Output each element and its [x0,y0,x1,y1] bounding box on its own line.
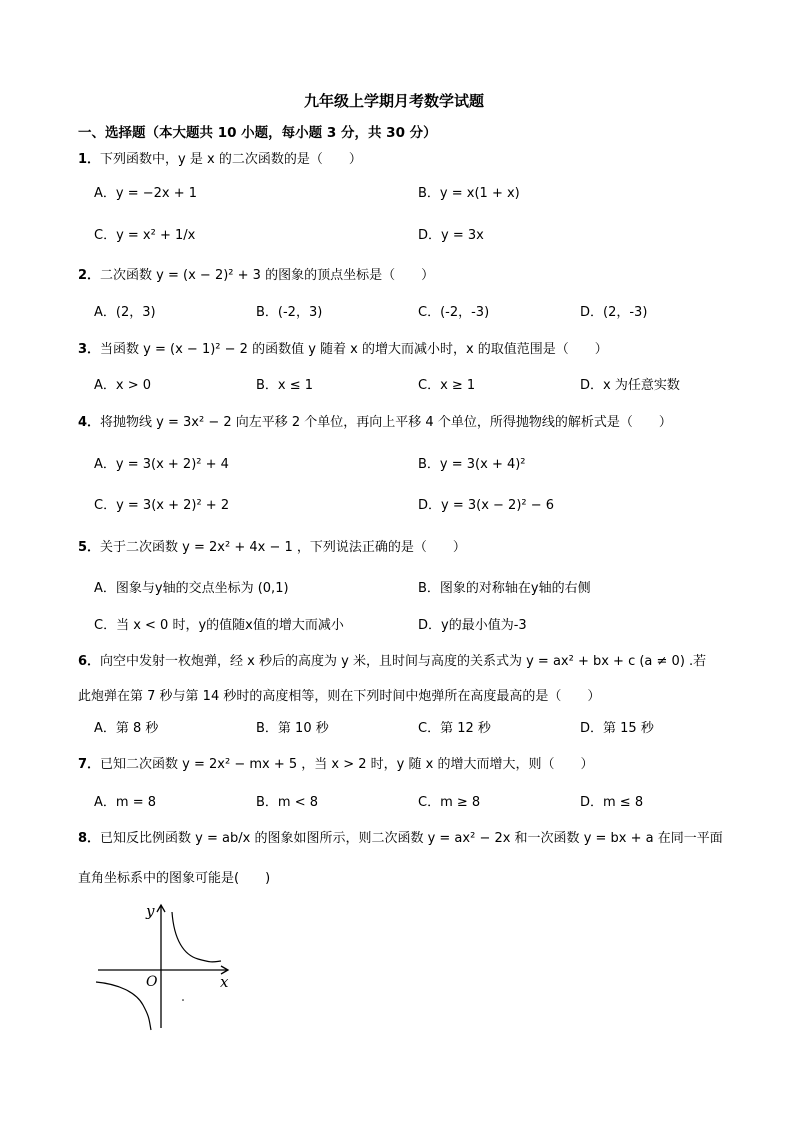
question-4 [78,411,672,430]
option-b[interactable]: B．(-2，3) [256,305,323,320]
page-title: 九年级上学期月考数学试题 [304,92,485,110]
x-axis-label: x [220,973,229,991]
option-c[interactable]: C．第 12 秒 [418,721,491,736]
question-stem: 将抛物线 y = 3x² − 2 向左平移 2 个单位，再向上平移 4 个单位，所得抛物线的解析式是（ ） [100,415,672,430]
option-c[interactable]: C．m ≥ 8 [418,795,481,810]
option-d[interactable]: D．x 为任意实数 [580,378,680,393]
question-number: 3． [78,342,101,357]
option-b[interactable]: B．图象的对称轴在y轴的右侧 [418,581,591,596]
question-6 [78,650,706,669]
option-b[interactable]: B．m < 8 [256,795,319,810]
question-3 [78,338,608,357]
question-stem: 下列函数中，y 是 x 的二次函数的是（ ） [100,152,362,167]
option-a[interactable]: A．x > 0 [94,378,152,393]
stray-dot [182,999,184,1001]
question-stem-line-2: 此炮弹在第 7 秒与第 14 秒时的高度相等，则在下列时间中炮弹所在高度最高的是（ ） [78,689,601,704]
question-stem: 已知反比例函数 y = ab/x 的图象如图所示，则二次函数 y = ax² − 2x 和一次函数 y = bx + a 在同一平面 [100,831,723,846]
hyperbola-branch-first-quadrant [172,912,221,962]
origin-label: O [146,974,158,990]
option-d[interactable]: D．y = 3(x − 2)² − 6 [418,498,555,513]
option-b[interactable]: B．y = 3(x + 4)² [418,457,526,472]
question-stem: 已知二次函数 y = 2x² − mx + 5 ，当 x > 2 时，y 随 x 的增大而增大，则（ ） [100,757,594,772]
option-a[interactable]: A．m = 8 [94,795,156,810]
option-a[interactable]: A．第 8 秒 [94,721,159,736]
question-7 [78,753,593,772]
option-a[interactable]: A．(2，3) [94,305,156,320]
option-a[interactable]: A．y = −2x + 1 [94,186,198,201]
option-c[interactable]: C．y = 3(x + 2)² + 2 [94,498,230,513]
hyperbola-branch-third-quadrant [96,982,151,1030]
option-c[interactable]: C．y = x² + 1/x [94,228,196,243]
option-a[interactable]: A．图象与y轴的交点坐标为 (0,1) [94,581,289,596]
question-stem: 关于二次函数 y = 2x² + 4x − 1 ，下列说法正确的是（ ） [100,540,466,555]
question-5 [78,536,466,555]
y-axis-label: y [146,902,155,920]
question-number: 6． [78,654,101,669]
question-stem-line-2: 直角坐标系中的图象可能是( ) [78,871,271,886]
option-d[interactable]: D．y的最小值为-3 [418,618,527,633]
question-2 [78,264,434,283]
question-1 [78,148,362,167]
option-d[interactable]: D．m ≤ 8 [580,795,644,810]
option-b[interactable]: B．y = x(1 + x) [418,186,520,201]
option-d[interactable]: D．第 15 秒 [580,721,654,736]
inverse-function-graph [88,900,258,1040]
question-stem: 二次函数 y = (x − 2)² + 3 的图象的顶点坐标是（ ） [100,268,435,283]
question-number: 5． [78,540,101,555]
option-c[interactable]: C．当 x < 0 时，y的值随x值的增大而减小 [94,618,344,633]
option-c[interactable]: C．(-2，-3) [418,305,490,320]
question-stem: 向空中发射一枚炮弹，经 x 秒后的高度为 y 米，且时间与高度的关系式为 y = ax² + bx + c (a ≠ 0) .若 [100,654,707,669]
question-8 [78,827,723,846]
section-heading: 一、选择题（本大题共 10 小题，每小题 3 分，共 30 分） [78,125,437,141]
question-number: 1． [78,152,101,167]
option-a[interactable]: A．y = 3(x + 2)² + 4 [94,457,229,472]
question-stem: 当函数 y = (x − 1)² − 2 的函数值 y 随着 x 的增大而减小时，x 的取值范围是（ ） [100,342,608,357]
option-d[interactable]: D．y = 3x [418,228,484,243]
question-number: 7． [78,757,101,772]
option-b[interactable]: B．第 10 秒 [256,721,329,736]
question-number: 2． [78,268,101,283]
option-c[interactable]: C．x ≥ 1 [418,378,476,393]
question-number: 8． [78,831,101,846]
option-d[interactable]: D．(2，-3) [580,305,648,320]
question-number: 4． [78,415,101,430]
option-b[interactable]: B．x ≤ 1 [256,378,314,393]
